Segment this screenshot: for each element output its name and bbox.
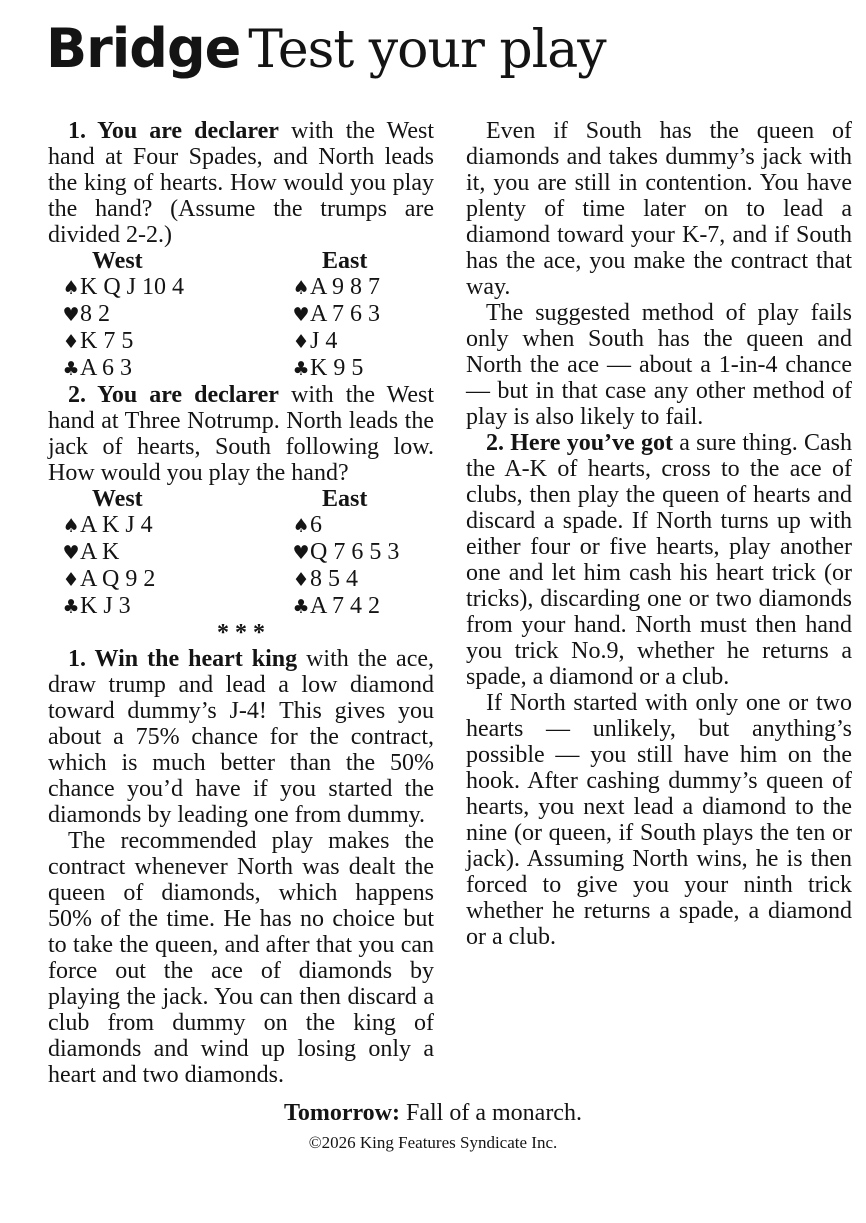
- answer2-body-1: a sure thing. Cash the A-K of hearts, cross to the ace of clubs, then play the queen of hearts and discard a spade. If North turns up with either four or five hearts, play another one and let him cash his heart trick (or tricks), discarding one or two diamonds from your hand. North must then hand you trick No.9, whether he returns a spade, a diamond or a club.: [466, 430, 852, 690]
- answer2-paragraph-1: [466, 430, 852, 690]
- spade-icon: ♠: [292, 515, 310, 537]
- problem2-east-hearts: [292, 539, 442, 566]
- holding: A K: [80, 539, 120, 565]
- heart-icon: ♥: [292, 542, 310, 564]
- holding: Q 7 6 5 3: [310, 539, 400, 565]
- problem2-lead: 2. You are declarer: [68, 382, 279, 408]
- problem2-east-clubs: [292, 593, 442, 620]
- holding: 8 2: [80, 301, 110, 327]
- heart-icon: ♥: [62, 304, 80, 326]
- answer1-paragraph-4: The suggested method of play fails only when South has the queen and North the ace — about a 1-in-4 chance — but in that case any other method of play is also likely to fail.: [466, 300, 852, 430]
- tomorrow-text: Fall of a monarch.: [400, 1100, 582, 1126]
- answer1-lead: 1. Win the heart king: [68, 646, 298, 672]
- copyright: ©2026 King Features Syndicate Inc.: [308, 1133, 558, 1152]
- diamond-icon: ♦: [292, 331, 310, 353]
- problem1-west-spades: [62, 274, 292, 301]
- problem1-text: [48, 118, 434, 248]
- section-separator: * * *: [217, 620, 265, 646]
- answer2-lead: 2. Here you’ve got: [486, 430, 673, 456]
- holding: A 6 3: [80, 355, 133, 381]
- problem1-west-label: West: [92, 248, 143, 274]
- problem2-west-clubs: [62, 593, 292, 620]
- holding: A Q 9 2: [80, 566, 156, 592]
- club-icon: ♣: [62, 596, 80, 618]
- masthead-title: Test your play: [248, 20, 606, 80]
- left-column: [48, 118, 434, 1088]
- problem1-lead: 1. You are declarer: [68, 118, 279, 144]
- spade-icon: ♠: [62, 515, 80, 537]
- spade-icon: ♠: [62, 277, 80, 299]
- holding: K J 3: [80, 593, 131, 619]
- problem2-hands: [48, 486, 434, 620]
- problem2-west-label: West: [92, 486, 143, 512]
- holding: K Q J 10 4: [80, 274, 185, 300]
- tomorrow-label: Tomorrow:: [284, 1100, 401, 1126]
- problem2-east-spades: [292, 512, 442, 539]
- problem1-west-diamonds: [62, 328, 292, 355]
- diamond-icon: ♦: [62, 331, 80, 353]
- club-icon: ♣: [62, 358, 80, 380]
- answer1-paragraph-3: Even if South has the queen of diamonds and takes dummy’s jack with it, you are still in contention. You have plenty of time later on to lead a diamond toward your K-7, and if South has the ace, you make the contract that way.: [466, 118, 852, 300]
- masthead: [46, 17, 606, 80]
- problem2-east-label: East: [322, 486, 368, 512]
- answer2-paragraph-2: If North started with only one or two hearts — unlikely, but anything’s possible — you still have him on the hook. After cashing dummy’s queen of hearts, you next lead a diamond to the nine (or queen, if South plays the ten or jack). Assuming North wins, he is then forced to give you your ninth trick whether he returns a spade, a diamond or a club.: [466, 690, 852, 950]
- answer1-body-1: with the ace, draw trump and lead a low diamond toward dummy’s J-4! This gives you about a 75% chance for the contract, which is much better than the 50% chance you’d have if you started the diamonds by leading one from dummy.: [48, 646, 434, 828]
- problem2-west-hearts: [62, 539, 292, 566]
- right-column: [466, 118, 852, 950]
- problem1-body: with the West hand at Four Spades, and North leads the king of hearts. How would you play the hand? (Assume the trumps are divided 2-2.): [48, 118, 435, 248]
- problem1-east-hearts: [292, 301, 442, 328]
- problem2-west-diamonds: [62, 566, 292, 593]
- holding: K 7 5: [80, 328, 134, 354]
- masthead-brand: Bridge: [46, 17, 241, 80]
- problem2-body: with the West hand at Three Notrump. North leads the jack of hearts, South following low. How would you play the hand?: [48, 382, 435, 486]
- problem1-east-label: East: [322, 248, 368, 274]
- holding: A K J 4: [80, 512, 153, 538]
- diamond-icon: ♦: [62, 569, 80, 591]
- problem2-text: [48, 382, 434, 486]
- holding: K 9 5: [310, 355, 364, 381]
- heart-icon: ♥: [292, 304, 310, 326]
- problem2-east-diamonds: [292, 566, 442, 593]
- problem1-east-clubs: [292, 355, 442, 382]
- holding: A 9 8 7: [310, 274, 381, 300]
- club-icon: ♣: [292, 358, 310, 380]
- answer1-paragraph-2: The recommended play makes the contract whenever North was dealt the queen of diamonds, which happens 50% of the time. He has no choice but to take the queen, and after that you can force out the ace of diamonds by playing the jack. You can then discard a club from dummy on the king of diamonds and wind up losing only a heart and two diamonds.: [48, 828, 434, 1088]
- answer1-paragraph-1: [48, 646, 434, 828]
- holding: 8 5 4: [310, 566, 358, 592]
- holding: J 4: [310, 328, 338, 354]
- heart-icon: ♥: [62, 542, 80, 564]
- holding: 6: [310, 512, 322, 538]
- problem1-west-clubs: [62, 355, 292, 382]
- problem1-east-spades: [292, 274, 442, 301]
- problem2-west-spades: [62, 512, 292, 539]
- holding: A 7 4 2: [310, 593, 381, 619]
- holding: A 7 6 3: [310, 301, 381, 327]
- problem1-east-diamonds: [292, 328, 442, 355]
- problem1-west-hearts: [62, 301, 292, 328]
- tomorrow-teaser: [0, 1100, 866, 1127]
- problem1-hands: [48, 248, 434, 382]
- diamond-icon: ♦: [292, 569, 310, 591]
- club-icon: ♣: [292, 596, 310, 618]
- spade-icon: ♠: [292, 277, 310, 299]
